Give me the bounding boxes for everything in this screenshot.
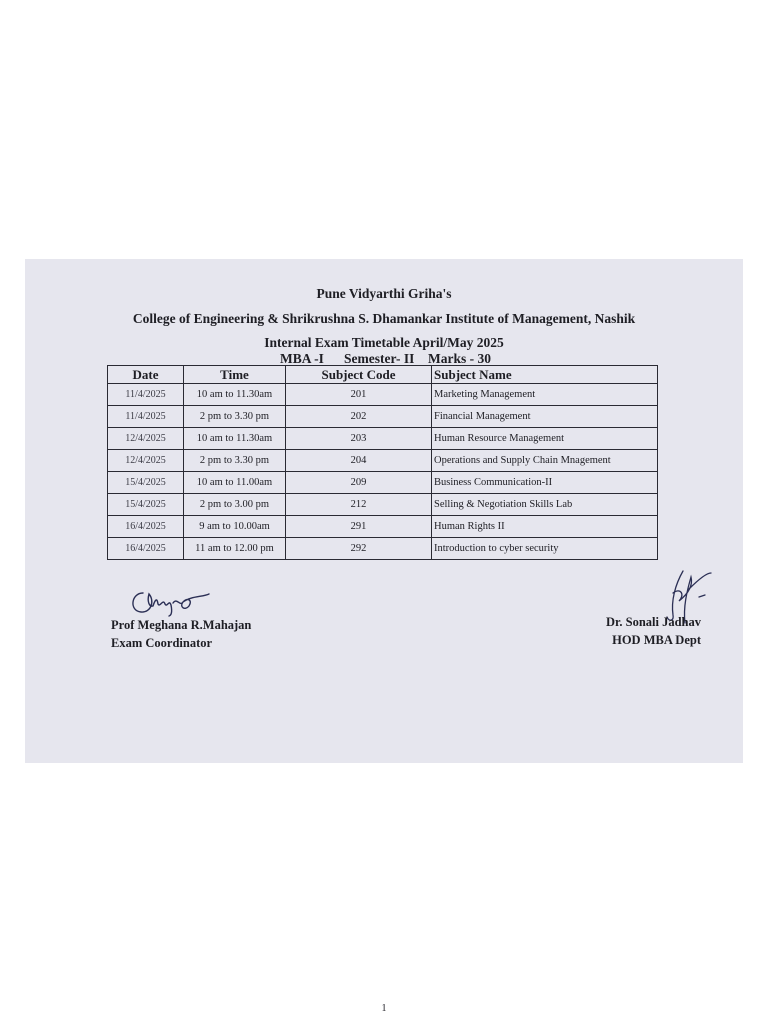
table-row — [108, 406, 658, 428]
page-number: 1 — [381, 1003, 387, 1014]
cell-time: 2 pm to 3.30 pm — [184, 406, 286, 428]
cell-subject-code: 292 — [286, 538, 432, 560]
cell-date: 12/4/2025 — [108, 450, 184, 472]
cell-date: 15/4/2025 — [108, 494, 184, 516]
cell-time: 10 am to 11.30am — [184, 428, 286, 450]
column-header-subject-name: Subject Name — [432, 366, 658, 384]
cell-subject-name: Operations and Supply Chain Mnagement — [432, 450, 658, 472]
cell-subject-code: 291 — [286, 516, 432, 538]
cell-time: 2 pm to 3.00 pm — [184, 494, 286, 516]
cell-subject-code: 201 — [286, 384, 432, 406]
cell-date: 15/4/2025 — [108, 472, 184, 494]
program-label: MBA -I — [280, 351, 324, 366]
cell-date: 11/4/2025 — [108, 406, 184, 428]
coordinator-name: Prof Meghana R.Mahajan — [111, 618, 252, 632]
cell-subject-name: Financial Management — [432, 406, 658, 428]
cell-time: 9 am to 10.00am — [184, 516, 286, 538]
column-header-date: Date — [108, 366, 184, 384]
hod-role: HOD MBA Dept — [612, 633, 701, 647]
cell-date: 11/4/2025 — [108, 384, 184, 406]
cell-subject-name: Selling & Negotiation Skills Lab — [432, 494, 658, 516]
table-row — [108, 428, 658, 450]
cell-time: 10 am to 11.00am — [184, 472, 286, 494]
exam-title: Internal Exam Timetable April/May 2025 — [264, 335, 504, 350]
cell-subject-name: Marketing Management — [432, 384, 658, 406]
timetable — [107, 365, 658, 560]
coordinator-signature — [125, 585, 215, 619]
document-sheet — [25, 259, 743, 763]
cell-subject-name: Human Resource Management — [432, 428, 658, 450]
cell-subject-code: 203 — [286, 428, 432, 450]
table-row — [108, 450, 658, 472]
cell-subject-name: Introduction to cyber security — [432, 538, 658, 560]
coordinator-role: Exam Coordinator — [111, 636, 213, 650]
table-row — [108, 494, 658, 516]
cell-subject-code: 204 — [286, 450, 432, 472]
cell-time: 2 pm to 3.30 pm — [184, 450, 286, 472]
semester-label: Semester- II — [344, 351, 415, 366]
table-row — [108, 516, 658, 538]
column-header-subject-code: Subject Code — [286, 366, 432, 384]
hod-block — [606, 613, 701, 649]
table-row — [108, 538, 658, 560]
cell-time: 11 am to 12.00 pm — [184, 538, 286, 560]
cell-subject-code: 202 — [286, 406, 432, 428]
cell-time: 10 am to 11.30am — [184, 384, 286, 406]
cell-subject-code: 212 — [286, 494, 432, 516]
coordinator-block — [111, 616, 251, 652]
cell-date: 16/4/2025 — [108, 516, 184, 538]
cell-date: 12/4/2025 — [108, 428, 184, 450]
cell-date: 16/4/2025 — [108, 538, 184, 560]
table-header-row — [108, 366, 658, 384]
table-row — [108, 384, 658, 406]
cell-subject-name: Business Communication-II — [432, 472, 658, 494]
college-name: College of Engineering & Shrikrushna S. Dhamankar Institute of Management, Nashik — [132, 311, 636, 326]
table-row — [108, 472, 658, 494]
hod-name: Dr. Sonali Jadhav — [605, 615, 701, 629]
institution-name: Pune Vidyarthi Griha's — [316, 286, 452, 301]
cell-subject-name: Human Rights II — [432, 516, 658, 538]
cell-subject-code: 209 — [286, 472, 432, 494]
marks-label: Marks - 30 — [428, 351, 491, 366]
column-header-time: Time — [184, 366, 286, 384]
